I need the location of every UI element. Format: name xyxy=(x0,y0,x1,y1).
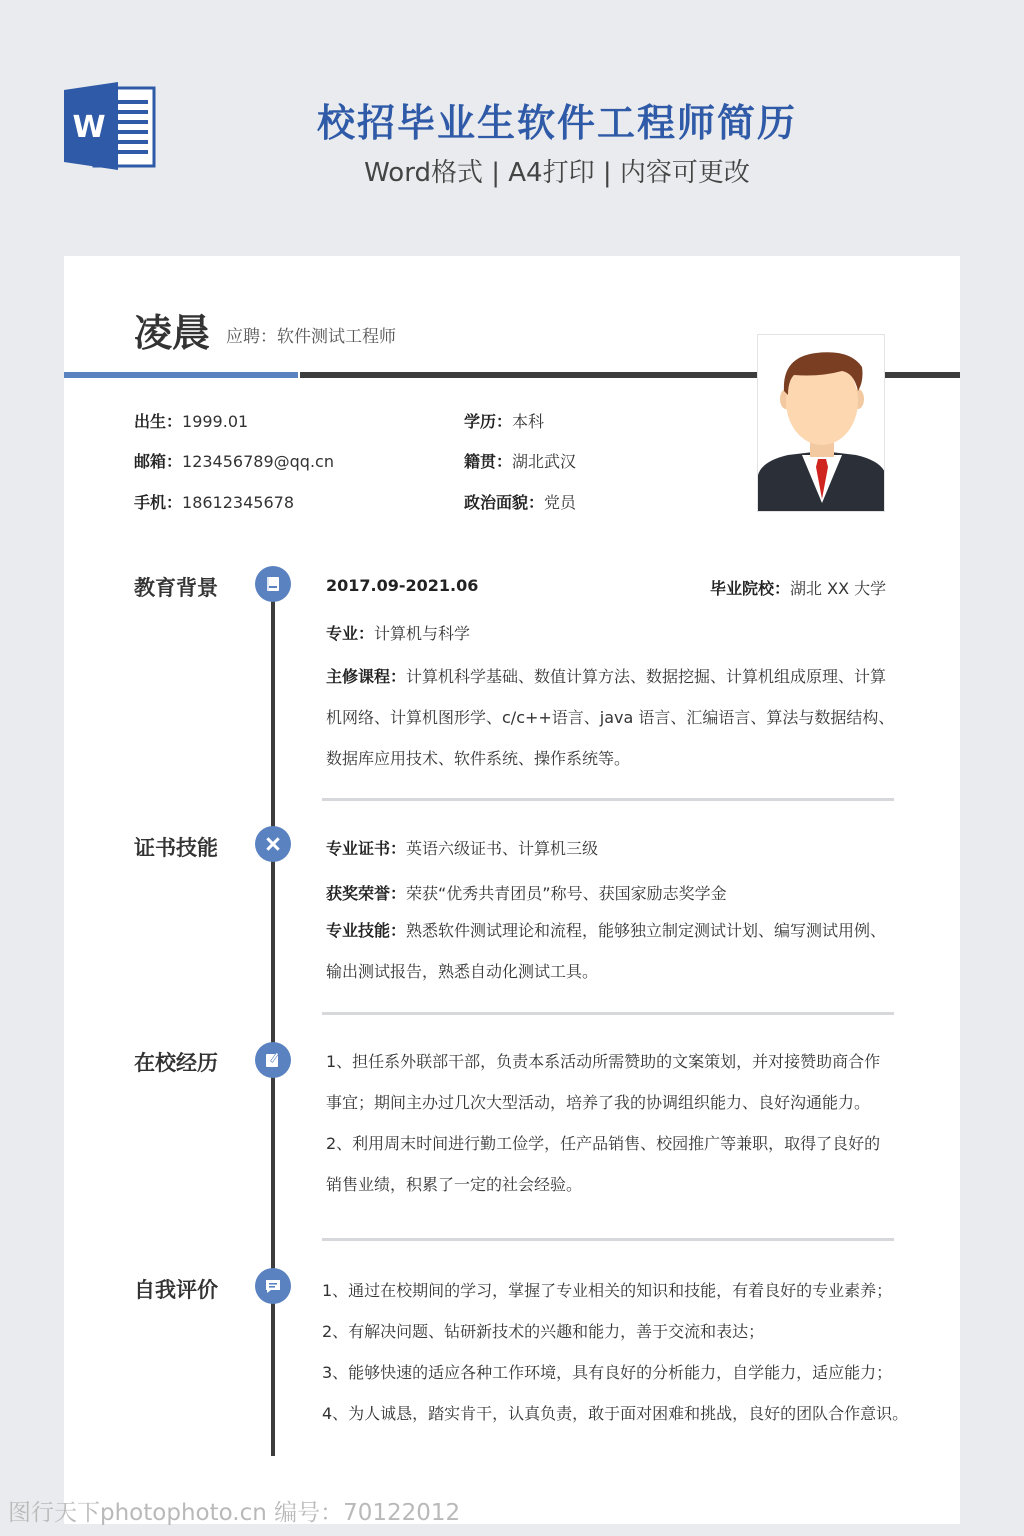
campus-item-2: 2、利用周末时间进行勤工俭学，任产品销售、校园推广等兼职，取得了良好的销售业绩，积累了一定的社会经验。 xyxy=(326,1134,881,1194)
info-politics xyxy=(464,490,576,513)
education-school-value: 湖北 XX 大学 xyxy=(790,579,887,598)
apply-position xyxy=(226,322,396,347)
skills-cert xyxy=(326,836,598,859)
info-phone-label: 手机： xyxy=(134,493,183,512)
section-divider xyxy=(322,1012,894,1015)
education-school xyxy=(710,576,886,599)
banner-subtitle: Word格式 | A4打印 | 内容可更改 xyxy=(364,158,750,188)
apply-value: 软件测试工程师 xyxy=(277,327,396,347)
watermark-text: 图行天下photophoto.cn 编号：70122012 xyxy=(8,1500,461,1526)
info-degree-label: 学历： xyxy=(464,412,513,431)
education-school-label: 毕业院校： xyxy=(710,579,791,598)
header-bar-accent xyxy=(64,372,298,378)
book-icon xyxy=(255,566,291,602)
edit-note-icon xyxy=(255,1042,291,1078)
skills-cert-label: 专业证书： xyxy=(326,839,407,858)
info-email xyxy=(134,449,334,472)
word-logo-icon xyxy=(64,82,156,170)
resume-sheet xyxy=(64,256,960,1524)
section-divider xyxy=(322,1238,894,1241)
skills-award xyxy=(326,881,727,904)
section-title-education: 教育背景 xyxy=(134,576,218,600)
info-email-label: 邮箱： xyxy=(134,452,183,471)
skills-award-label: 获奖荣誉： xyxy=(326,884,407,903)
word-logo-letter: W xyxy=(72,110,106,145)
candidate-name: 凌晨 xyxy=(134,311,211,355)
profile-photo xyxy=(757,334,885,512)
info-origin xyxy=(464,449,576,472)
self-item-2: 2、有解决问题、钻研新技术的兴趣和能力，善于交流和表达； xyxy=(322,1322,765,1341)
education-courses xyxy=(326,656,896,779)
info-phone-value: 18612345678 xyxy=(182,493,294,512)
info-degree xyxy=(464,409,544,432)
campus-item-1: 1、担任系外联部干部，负责本系活动所需赞助的文案策划，并对接赞助商合作事宜；期间主办过几次大型活动，培养了我的协调组织能力、良好沟通能力。 xyxy=(326,1052,881,1112)
skills-skill xyxy=(326,910,896,992)
education-major xyxy=(326,621,470,644)
section-title-campus: 在校经历 xyxy=(134,1051,218,1075)
education-major-label: 专业： xyxy=(326,624,375,643)
self-item-1: 1、通过在校期间的学习，掌握了专业相关的知识和技能，有着良好的专业素养； xyxy=(322,1281,893,1300)
education-period xyxy=(326,576,478,595)
self-item-3: 3、能够快速的适应各种工作环境，具有良好的分析能力，自学能力，适应能力； xyxy=(322,1363,893,1382)
info-origin-label: 籍贯： xyxy=(464,452,513,471)
info-degree-value: 本科 xyxy=(512,412,545,431)
education-courses-label: 主修课程： xyxy=(326,667,407,686)
info-origin-value: 湖北武汉 xyxy=(512,452,577,471)
pencil-ruler-icon xyxy=(255,826,291,862)
education-major-value: 计算机与科学 xyxy=(374,624,471,643)
info-birth-label: 出生： xyxy=(134,412,183,431)
info-phone xyxy=(134,490,294,513)
info-politics-value: 党员 xyxy=(544,493,577,512)
self-item-4: 4、为人诚恳，踏实肯干，认真负责，敢于面对困难和挑战，良好的团队合作意识。 xyxy=(322,1404,909,1423)
info-birth-value: 1999.01 xyxy=(182,412,249,431)
section-divider xyxy=(322,798,894,801)
skills-award-value: 荣获“优秀共青团员”称号、获国家励志奖学金 xyxy=(406,884,727,903)
chat-icon xyxy=(255,1268,291,1304)
education-period-value: 2017.09-2021.06 xyxy=(326,576,479,595)
banner-title: 校招毕业生软件工程师简历 xyxy=(316,101,797,145)
skills-skill-value: 熟悉软件测试理论和流程，能够独立制定测试计划、编写测试用例、输出测试报告，熟悉自动化测试工具。 xyxy=(326,921,887,981)
timeline-line xyxy=(271,586,275,1456)
info-email-value: 123456789@qq.cn xyxy=(182,452,334,471)
skills-cert-value: 英语六级证书、计算机三级 xyxy=(406,839,599,858)
person-avatar-icon xyxy=(758,335,885,512)
section-title-self: 自我评价 xyxy=(134,1278,218,1302)
education-courses-value: 计算机科学基础、数值计算方法、数据挖掘、计算机组成原理、计算机网络、计算机图形学、c/c++语言、java 语言、汇编语言、算法与数据结构、数据库应用技术、软件系统、操作系统等。 xyxy=(326,667,895,768)
info-politics-label: 政治面貌： xyxy=(464,493,545,512)
skills-skill-label: 专业技能： xyxy=(326,921,407,940)
section-title-skills: 证书技能 xyxy=(134,836,218,860)
info-birth xyxy=(134,409,248,432)
apply-label: 应聘： xyxy=(226,327,277,347)
